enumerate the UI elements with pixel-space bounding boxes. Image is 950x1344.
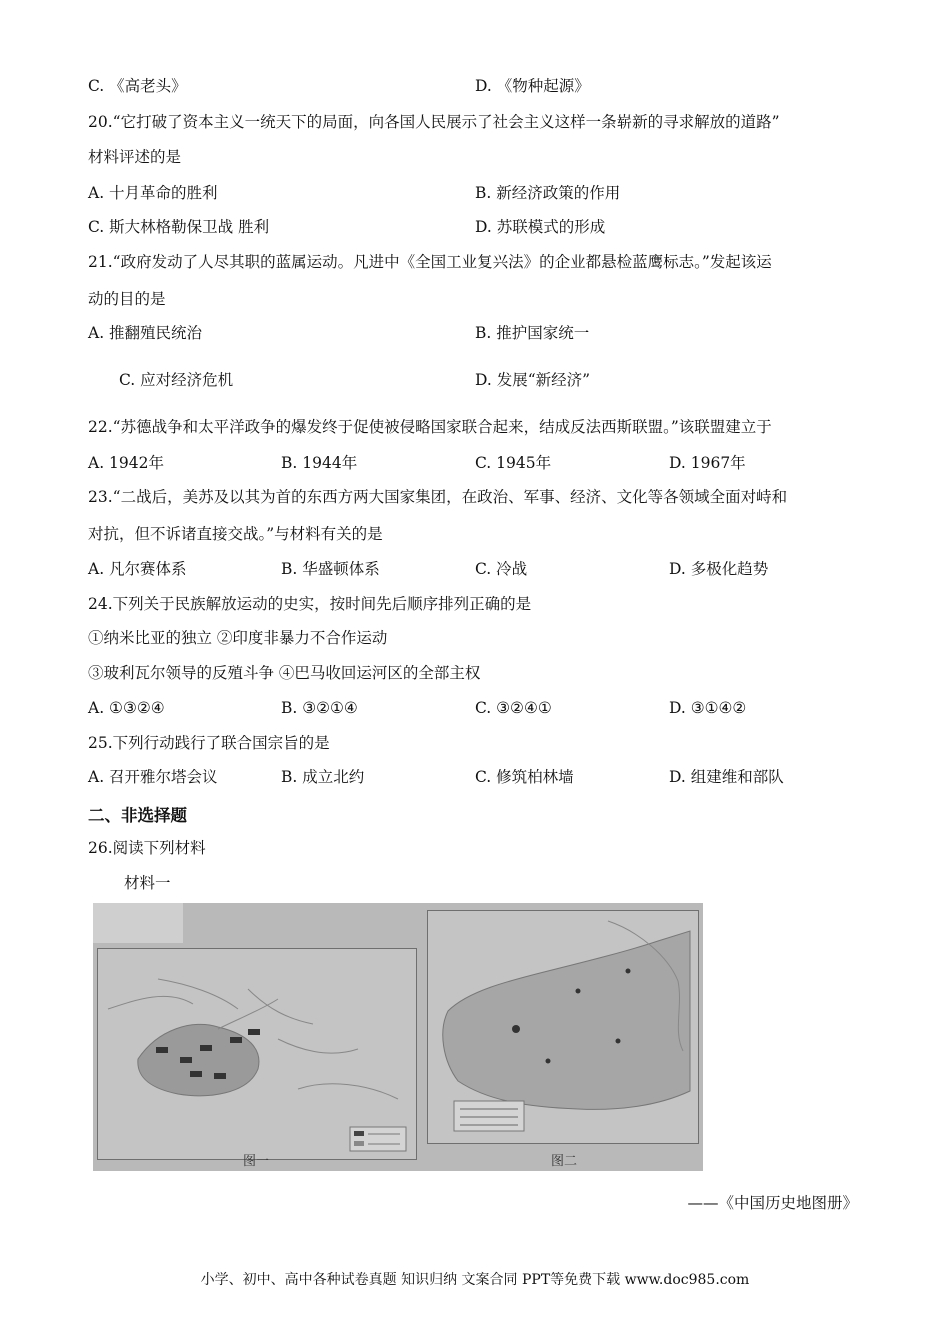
q21-option-b: B. 推护国家统一 xyxy=(475,324,590,342)
q21-stem-line2: 动的目的是 xyxy=(88,290,166,308)
q20-stem-line1: 20.“它打破了资本主义一统天下的局面，向各国人民展示了社会主义这样一条崭新的寻求解放的道路” xyxy=(88,113,780,131)
q22-option-d: D. 1967年 xyxy=(669,454,746,472)
q22-option-a: A. 1942年 xyxy=(88,454,164,472)
q24-option-a: A. ①③②④ xyxy=(88,699,165,717)
q20-option-d: D. 苏联模式的形成 xyxy=(475,218,606,236)
map-figure-one xyxy=(97,948,417,1160)
q20-option-c: C. 斯大林格勒保卫战 胜利 xyxy=(88,218,270,236)
q24-items-line1: ①纳米比亚的独立 ②印度非暴力不合作运动 xyxy=(88,629,388,647)
q23-option-d: D. 多极化趋势 xyxy=(669,560,769,578)
q26-stem-line1: 26.阅读下列材料 xyxy=(88,839,206,857)
q25-option-d: D. 组建维和部队 xyxy=(669,768,784,786)
q24-option-b: B. ③②①④ xyxy=(281,699,358,717)
q21-option-a: A. 推翻殖民统治 xyxy=(88,324,203,342)
q22-option-b: B. 1944年 xyxy=(281,454,358,472)
map-figure-two xyxy=(427,910,699,1144)
q19-option-d: D. 《物种起源》 xyxy=(475,77,590,95)
historical-maps-figure xyxy=(93,903,703,1171)
section-heading: 二、非选择题 xyxy=(88,806,187,825)
q20-option-a: A. 十月革命的胜利 xyxy=(88,184,218,202)
q24-option-d: D. ③①④② xyxy=(669,699,747,717)
q25-option-c: C. 修筑柏林墙 xyxy=(475,768,574,786)
page-footer: 小学、初中、高中各种试卷真题 知识归纳 文案合同 PPT等免费下载 www.doc985.com xyxy=(200,1272,750,1288)
q25-stem-line1: 25.下列行动践行了联合国宗旨的是 xyxy=(88,734,330,752)
map-one-caption: 图一 xyxy=(243,1154,270,1169)
q21-stem-line1: 21.“政府发动了人尽其职的蓝属运动。凡进中《全国工业复兴法》的企业都悬检蓝鹰标志。”发起该运 xyxy=(88,253,772,271)
q23-option-a: A. 凡尔赛体系 xyxy=(88,560,187,578)
q24-stem-line1: 24.下列关于民族解放运动的史实，按时间先后顺序排列正确的是 xyxy=(88,595,532,613)
q23-stem-line1: 23.“二战后，美苏及以其为首的东西方两大国家集团，在政治、军事、经济、文化等各领域全面对峙和 xyxy=(88,488,788,506)
q22-option-c: C. 1945年 xyxy=(475,454,552,472)
q23-option-c: C. 冷战 xyxy=(475,560,528,578)
map-source: ——《中国历史地图册》 xyxy=(687,1194,858,1212)
q22-stem-line1: 22.“苏德战争和太平洋政争的爆发终于促使被侵略国家联合起来，结成反法西斯联盟。”该联盟建立于 xyxy=(88,418,772,436)
q21-option-d: D. 发展“新经济” xyxy=(475,371,591,389)
q25-option-a: A. 召开雅尔塔会议 xyxy=(88,768,218,786)
q20-stem-line2: 材料评述的是 xyxy=(88,148,182,166)
q23-option-b: B. 华盛顿体系 xyxy=(281,560,380,578)
map-two-drawing xyxy=(428,911,698,1143)
q19-option-c: C. 《高老头》 xyxy=(88,77,187,95)
q25-option-b: B. 成立北约 xyxy=(281,768,365,786)
map-two-caption: 图二 xyxy=(551,1154,578,1169)
q23-stem-line2: 对抗，但不诉诸直接交战。”与材料有关的是 xyxy=(88,525,383,543)
q26-material-label: 材料一 xyxy=(124,874,171,892)
q24-option-c: C. ③②④① xyxy=(475,699,552,717)
scan-patch xyxy=(93,903,183,943)
map-one-drawing xyxy=(98,949,416,1159)
q24-items-line2: ③玻利瓦尔领导的反殖斗争 ④巴马收回运河区的全部主权 xyxy=(88,664,481,682)
q21-option-c: C. 应对经济危机 xyxy=(119,371,234,389)
q20-option-b: B. 新经济政策的作用 xyxy=(475,184,621,202)
